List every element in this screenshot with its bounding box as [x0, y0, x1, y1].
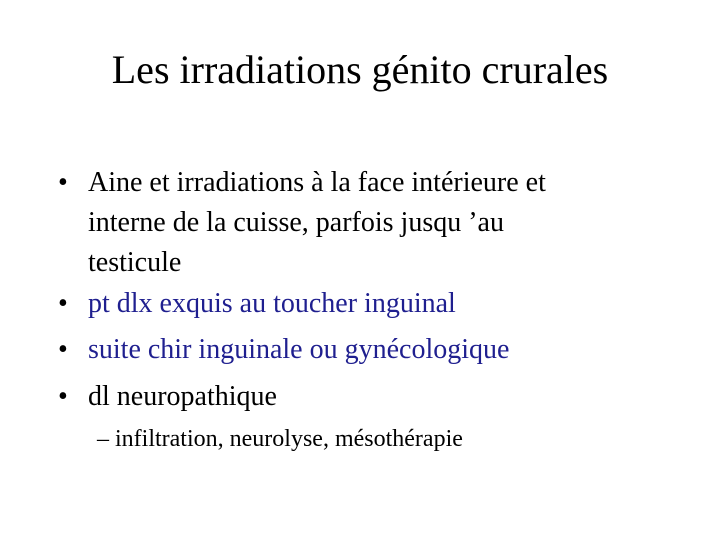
sub-bullet-text: infiltration, neurolyse, mésothérapie — [115, 426, 463, 452]
bullet-text: pt dlx exquis au toucher inguinal — [88, 288, 456, 319]
bullet-item — [58, 330, 658, 370]
bullet-marker: • — [58, 167, 68, 198]
bullet-item — [58, 377, 658, 417]
bullet-item — [58, 284, 658, 324]
bullet-text: dl neuropathique — [88, 381, 277, 412]
bullet-text: suite chir inguinale ou gynécologique — [88, 334, 510, 365]
slide-title: Les irradiations génito crurales — [111, 47, 609, 92]
bullet-text-line: interne de la cuisse, parfois jusqu ’au — [88, 207, 504, 238]
bullet-marker: • — [58, 334, 68, 365]
bullet-text-line: testicule — [88, 247, 182, 278]
sub-bullet-item — [97, 422, 463, 456]
bullet-item — [58, 163, 658, 283]
bullet-marker: • — [58, 381, 68, 412]
sub-bullet-dash: – — [97, 426, 109, 452]
bullet-marker: • — [58, 288, 68, 319]
bullet-text-line: Aine et irradiations à la face intérieure et — [88, 167, 546, 198]
